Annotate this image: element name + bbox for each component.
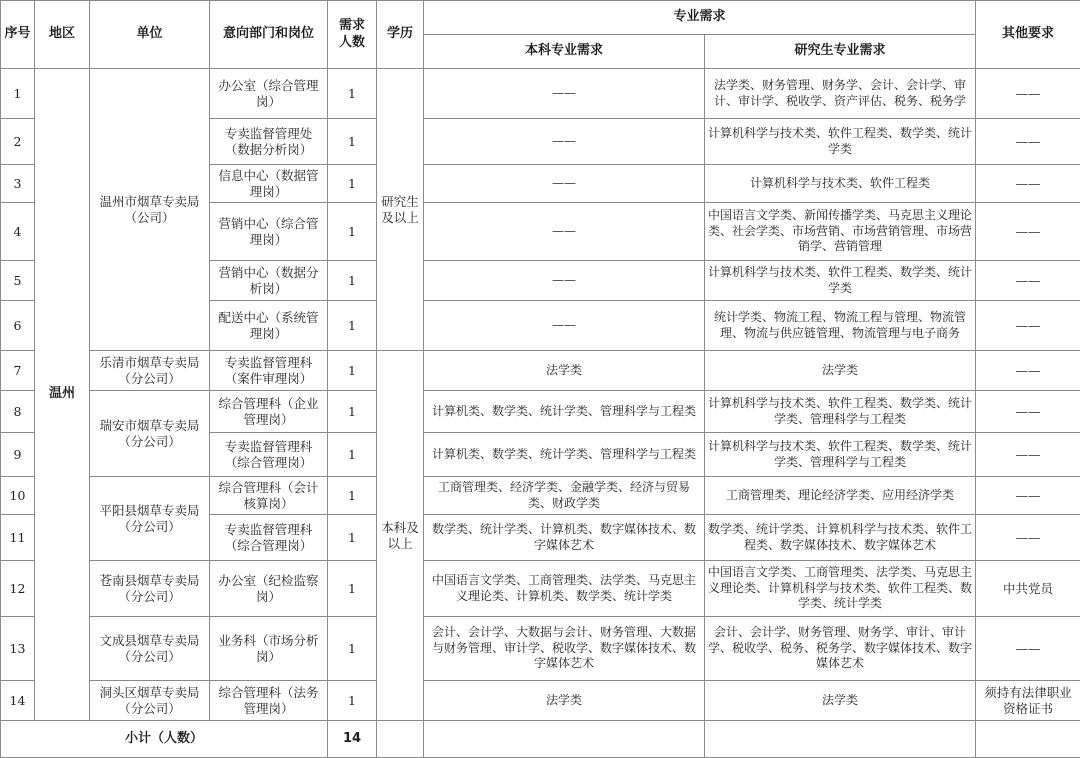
row-seq: 2 <box>1 119 35 165</box>
other-cell: —— <box>976 119 1080 165</box>
unit-cell: 温州市烟草专卖局（公司） <box>90 69 210 351</box>
unit-cell: 苍南县烟草专卖局（分公司） <box>90 561 210 617</box>
unit-cell: 乐清市烟草专卖局（分公司） <box>90 351 210 391</box>
header-major: 专业需求 <box>424 1 976 35</box>
undergrad-cell: —— <box>424 203 705 261</box>
other-cell: 中共党员 <box>976 561 1080 617</box>
unit-cell: 洞头区烟草专卖局（分公司） <box>90 681 210 721</box>
edu-cell: 研究生及以上 <box>377 69 424 351</box>
count-cell: 1 <box>328 69 377 119</box>
undergrad-cell: 工商管理类、经济学类、金融学类、经济与贸易类、财政学类 <box>424 477 705 515</box>
count-cell: 1 <box>328 515 377 561</box>
dept-cell: 办公室（纪检监察岗） <box>210 561 328 617</box>
table-row <box>1 391 1080 433</box>
table-row <box>1 617 1080 681</box>
dept-cell: 综合管理科（法务管理岗） <box>210 681 328 721</box>
row-seq: 10 <box>1 477 35 515</box>
undergrad-cell: —— <box>424 119 705 165</box>
other-cell: —— <box>976 477 1080 515</box>
subtotal-empty-edu <box>377 721 424 758</box>
row-seq: 3 <box>1 165 35 203</box>
grad-cell: 计算机科学与技术类、软件工程类、数学类、统计学类 <box>705 119 976 165</box>
row-seq: 14 <box>1 681 35 721</box>
dept-cell: 综合管理科（企业管理岗） <box>210 391 328 433</box>
other-cell: —— <box>976 301 1080 351</box>
grad-cell: 法学类、财务管理、财务学、会计、会计学、审计、审计学、税收学、资产评估、税务、税务学 <box>705 69 976 119</box>
count-cell: 1 <box>328 301 377 351</box>
count-cell: 1 <box>328 617 377 681</box>
unit-cell: 文成县烟草专卖局（分公司） <box>90 617 210 681</box>
subtotal-empty-other <box>976 721 1080 758</box>
header-grad: 研究生专业需求 <box>705 35 976 69</box>
row-seq: 11 <box>1 515 35 561</box>
subtotal-value: 14 <box>328 721 377 758</box>
region-cell: 温州 <box>35 69 90 721</box>
grad-cell: 法学类 <box>705 681 976 721</box>
row-seq: 13 <box>1 617 35 681</box>
count-cell: 1 <box>328 433 377 477</box>
subtotal-row <box>1 721 1080 758</box>
row-seq: 4 <box>1 203 35 261</box>
other-cell: 须持有法律职业资格证书 <box>976 681 1080 721</box>
subtotal-empty-grad <box>705 721 976 758</box>
undergrad-cell: 法学类 <box>424 351 705 391</box>
header-dept: 意向部门和岗位 <box>210 1 328 69</box>
table-row <box>1 561 1080 617</box>
undergrad-cell: 会计、会计学、大数据与会计、财务管理、大数据与财务管理、审计学、税收学、数字媒体技术、数字媒体艺术 <box>424 617 705 681</box>
grad-cell: 计算机科学与技术类、软件工程类 <box>705 165 976 203</box>
row-seq: 8 <box>1 391 35 433</box>
count-cell: 1 <box>328 119 377 165</box>
table-row <box>1 681 1080 721</box>
header-other: 其他要求 <box>976 1 1080 69</box>
count-cell: 1 <box>328 165 377 203</box>
dept-cell: 营销中心（数据分析岗） <box>210 261 328 301</box>
row-seq: 5 <box>1 261 35 301</box>
count-cell: 1 <box>328 681 377 721</box>
dept-cell: 信息中心（数据管理岗） <box>210 165 328 203</box>
other-cell: —— <box>976 261 1080 301</box>
undergrad-cell: —— <box>424 69 705 119</box>
dept-cell: 专卖监督管理科（案件审理岗） <box>210 351 328 391</box>
header-count: 需求 人数 <box>328 1 377 69</box>
grad-cell: 计算机科学与技术类、软件工程类、数学类、统计学类、管理科学与工程类 <box>705 433 976 477</box>
dept-cell: 专卖监督管理处（数据分析岗） <box>210 119 328 165</box>
dept-cell: 营销中心（综合管理岗） <box>210 203 328 261</box>
header-edu: 学历 <box>377 1 424 69</box>
subtotal-empty-undergrad <box>424 721 705 758</box>
undergrad-cell: 中国语言文学类、工商管理类、法学类、马克思主义理论类、计算机类、数学类、统计学类 <box>424 561 705 617</box>
other-cell: —— <box>976 515 1080 561</box>
count-cell: 1 <box>328 261 377 301</box>
header-region: 地区 <box>35 1 90 69</box>
undergrad-cell: 数学类、统计学类、计算机类、数字媒体技术、数字媒体艺术 <box>424 515 705 561</box>
dept-cell: 专卖监督管理科（综合管理岗） <box>210 433 328 477</box>
dept-cell: 办公室（综合管理岗） <box>210 69 328 119</box>
undergrad-cell: 法学类 <box>424 681 705 721</box>
dept-cell: 业务科（市场分析岗） <box>210 617 328 681</box>
other-cell: —— <box>976 165 1080 203</box>
grad-cell: 法学类 <box>705 351 976 391</box>
other-cell: —— <box>976 351 1080 391</box>
grad-cell: 计算机科学与技术类、软件工程类、数学类、统计学类 <box>705 261 976 301</box>
undergrad-cell: 计算机类、数学类、统计学类、管理科学与工程类 <box>424 391 705 433</box>
undergrad-cell: —— <box>424 301 705 351</box>
count-cell: 1 <box>328 203 377 261</box>
other-cell: —— <box>976 433 1080 477</box>
table-row <box>1 351 1080 391</box>
row-seq: 9 <box>1 433 35 477</box>
grad-cell: 工商管理类、理论经济学类、应用经济学类 <box>705 477 976 515</box>
subtotal-label: 小计（人数） <box>1 721 328 758</box>
unit-cell: 平阳县烟草专卖局（分公司） <box>90 477 210 561</box>
other-cell: —— <box>976 617 1080 681</box>
count-cell: 1 <box>328 391 377 433</box>
other-cell: —— <box>976 203 1080 261</box>
header-undergrad: 本科专业需求 <box>424 35 705 69</box>
grad-cell: 统计学类、物流工程、物流工程与管理、物流管理、物流与供应链管理、物流管理与电子商务 <box>705 301 976 351</box>
dept-cell: 配送中心（系统管理岗） <box>210 301 328 351</box>
header-seq: 序号 <box>1 1 35 69</box>
grad-cell: 中国语言文学类、工商管理类、法学类、马克思主义理论类、计算机科学与技术类、软件工程类、数学类、统计学类 <box>705 561 976 617</box>
unit-cell: 瑞安市烟草专卖局（分公司） <box>90 391 210 477</box>
grad-cell: 会计、会计学、财务管理、财务学、审计、审计学、税收学、税务、税务学、数字媒体技术、数字媒体艺术 <box>705 617 976 681</box>
edu-cell: 本科及以上 <box>377 351 424 721</box>
row-seq: 1 <box>1 69 35 119</box>
other-cell: —— <box>976 391 1080 433</box>
grad-cell: 数学类、统计学类、计算机科学与技术类、软件工程类、数字媒体技术、数字媒体艺术 <box>705 515 976 561</box>
undergrad-cell: —— <box>424 165 705 203</box>
table-row <box>1 477 1080 515</box>
count-cell: 1 <box>328 561 377 617</box>
row-seq: 7 <box>1 351 35 391</box>
dept-cell: 综合管理科（会计核算岗） <box>210 477 328 515</box>
dept-cell: 专卖监督管理科（综合管理岗） <box>210 515 328 561</box>
grad-cell: 中国语言文学类、新闻传播学类、马克思主义理论类、社会学类、市场营销、市场营销管理、市场营销学、营销管理 <box>705 203 976 261</box>
header-unit: 单位 <box>90 1 210 69</box>
undergrad-cell: 计算机类、数学类、统计学类、管理科学与工程类 <box>424 433 705 477</box>
count-cell: 1 <box>328 477 377 515</box>
other-cell: —— <box>976 69 1080 119</box>
undergrad-cell: —— <box>424 261 705 301</box>
count-cell: 1 <box>328 351 377 391</box>
table-row <box>1 69 1080 119</box>
grad-cell: 计算机科学与技术类、软件工程类、数学类、统计学类、管理科学与工程类 <box>705 391 976 433</box>
row-seq: 6 <box>1 301 35 351</box>
row-seq: 12 <box>1 561 35 617</box>
